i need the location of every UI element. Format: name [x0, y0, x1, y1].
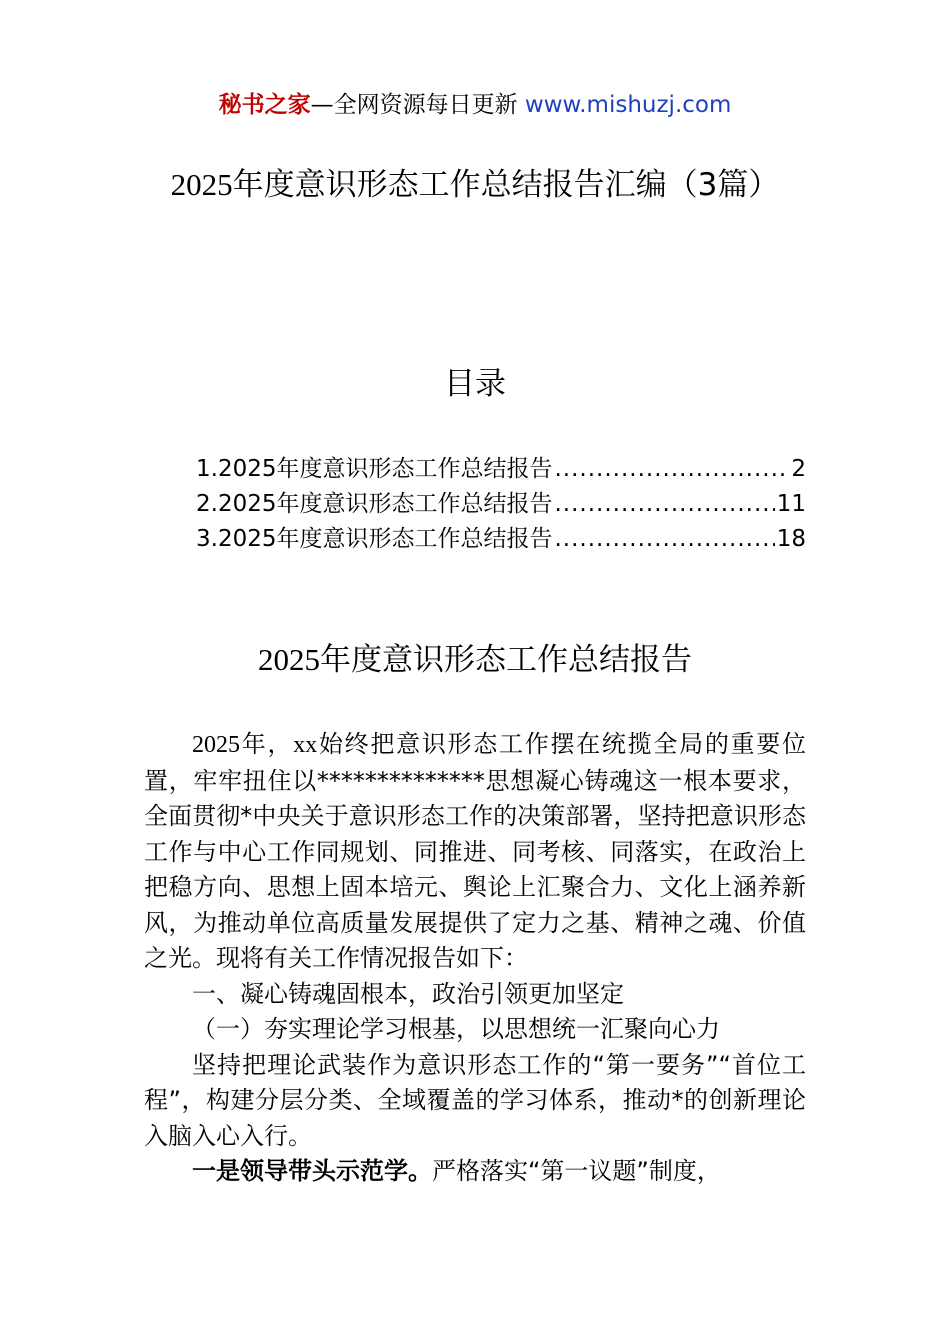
toc-leader-dots: [554, 452, 789, 487]
paragraph-3-lead: 一是领导带头示范学。: [192, 1157, 432, 1185]
toc-item-page: 11: [776, 491, 806, 517]
intro-subject: xx: [293, 732, 318, 758]
body-text: [144, 727, 806, 1190]
paragraph-3-text: 严格落实“第一议题”制度，: [432, 1157, 721, 1185]
document-title-text: 年度意识形态工作总结报告汇编（3篇）: [232, 167, 780, 203]
heading-level-1: 一、凝心铸魂固根本，政治引领更加坚定: [192, 979, 624, 1008]
heading-level-2: （一）夯实理论学习根基，以思想统一汇聚向心力: [192, 1015, 720, 1043]
section-title-year: 2025: [258, 642, 320, 677]
toc-item-label: 1.2025年度意识形态工作总结报告: [196, 456, 553, 482]
toc-item-label: 3.2025年度意识形态工作总结报告: [196, 526, 553, 552]
toc-heading: 目录: [444, 366, 506, 402]
section-title: [0, 636, 950, 684]
toc-item[interactable]: [196, 522, 806, 557]
intro-year: 2025: [192, 732, 240, 758]
paragraph-3: [144, 1154, 806, 1190]
table-of-contents: [196, 452, 806, 557]
site-header: [0, 88, 950, 122]
intro-year-suffix: 年，: [240, 730, 294, 758]
paragraph-2: 坚持把理论武装作为意识形态工作的“第一要务”“首位工程”，构建分层分类、全域覆盖的学习体系，推动*的创新理论入脑入心入行。: [144, 1050, 806, 1150]
intro-paragraph: [144, 727, 806, 977]
toc-item[interactable]: [196, 452, 806, 487]
document-title-year: 2025: [170, 167, 233, 202]
toc-item-page: 2: [791, 456, 806, 482]
toc-leader-dots: [554, 487, 774, 522]
brand-name: 秘书之家: [218, 92, 311, 118]
site-url[interactable]: www.mishuzj.com: [524, 92, 732, 118]
toc-item-label: 2.2025年度意识形态工作总结报告: [196, 491, 553, 517]
toc-leader-dots: [554, 522, 774, 557]
toc-item[interactable]: [196, 487, 806, 522]
intro-text: 始终把意识形态工作摆在统揽全局的重要位置，牢牢扭住以**************思想凝心铸魂这一根本要求，全面贯彻*中央关于意识形态工作的决策部署，坚持把意识形态工作与中心工作同规划、同推进、同考核、同落实，在政治上把稳方向、思想上固本培元、舆论上汇聚合力、文化上涵养新风，为推动单位高质量发展提供了定力之基、精神之魂、价值之光。现将有关工作情况报告如下：: [144, 730, 807, 972]
header-tagline: —全网资源每日更新: [310, 92, 525, 118]
document-title: [140, 160, 810, 210]
toc-item-page: 18: [776, 526, 806, 552]
section-title-text: 年度意识形态工作总结报告: [320, 642, 692, 678]
